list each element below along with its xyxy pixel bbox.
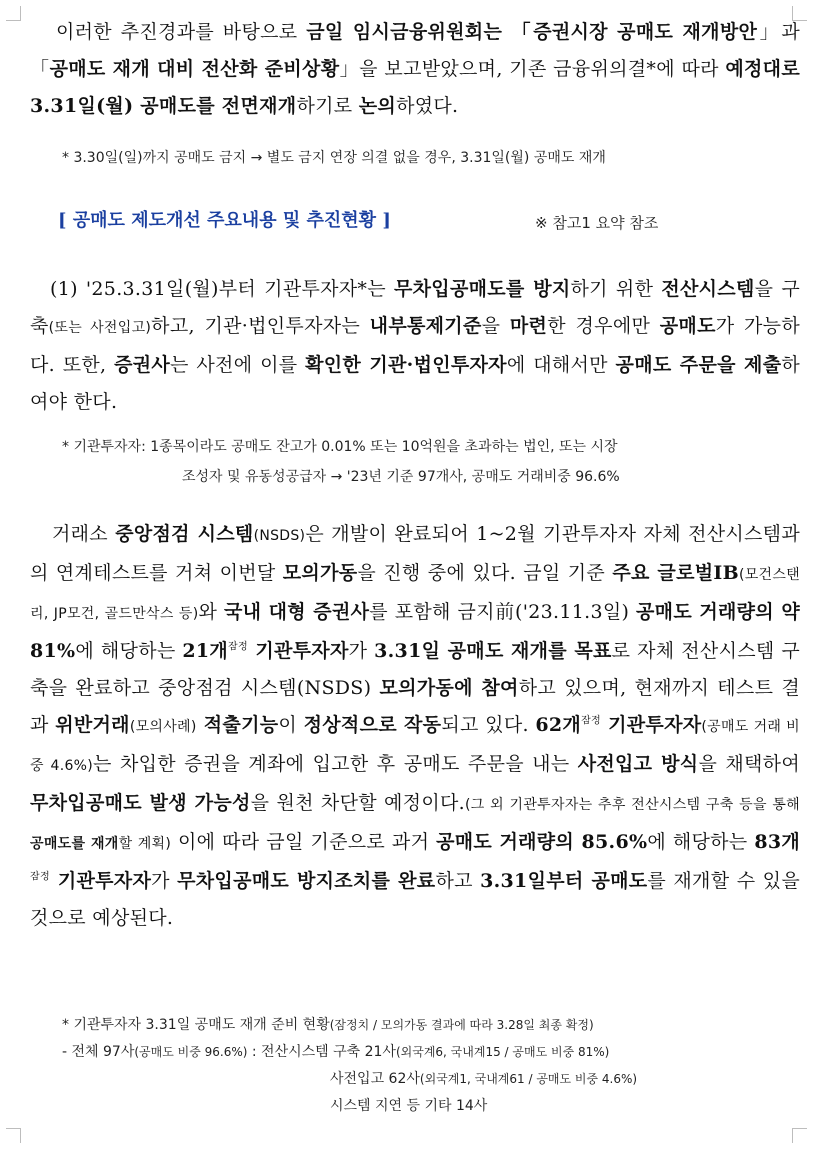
p1-bold: 확인한 기관·법인투자자	[305, 354, 507, 376]
p1-text: 을	[481, 315, 510, 337]
p2-small: (그 외 기관투자자는 추후 전산시스템 구축 등을 통해	[465, 797, 800, 813]
p2-bold: 무차입공매도 방지조치를 완료	[177, 870, 436, 892]
p1-bold: 공매도 주문을 제출	[615, 354, 782, 376]
p2-text: 을 채택하여	[698, 753, 800, 775]
p2-small-bold: 공매도를 재개	[30, 836, 119, 852]
footnote-line: 조성자 및 유동성공급자 → '23년 기준 97개사, 공매도 거래비중 96.6%	[182, 469, 620, 485]
provisional-superscript: 잠정	[30, 871, 50, 883]
status-line-3	[62, 1066, 802, 1093]
institutional-investor-footnote	[62, 432, 802, 492]
status-small: (잠정치 / 모의가동 결과에 따라 3.28일 최종 확정)	[329, 1018, 594, 1032]
p2-small: (NSDS)	[253, 528, 306, 544]
p2-text: 는 차입한 증권을 계좌에 입고한 후 공매도 주문을 내는	[93, 753, 578, 775]
crop-mark-bottom-left	[6, 1128, 21, 1143]
p2-bold: 3.31일 공매도 재개를 목표	[374, 640, 612, 662]
p2-bold: 공매도 거래량의 85.6%	[436, 831, 648, 853]
p1-small: (또는 사전입고)	[48, 320, 152, 336]
crop-mark-top-left	[6, 6, 21, 21]
p2-text: 를 포함해 금지前('23.11.3일)	[369, 601, 637, 623]
p2-bold: 기관투자자	[600, 714, 702, 736]
p2-text: 가	[151, 870, 178, 892]
p1-bold: 공매도	[659, 315, 716, 337]
section-reference-note: ※ 참고1 요약 참조	[535, 214, 659, 232]
intro-bold: 금일 임시금융위원회는 「증권시장 공매도 재개	[306, 21, 720, 43]
p2-bold: 사전입고 방식	[577, 753, 699, 775]
provisional-superscript: 잠정	[581, 715, 601, 727]
intro-bold: 논의	[358, 95, 397, 117]
p2-text: 하고 있으며, 현재까지 테스트 결과	[30, 677, 800, 736]
p2-text: 로 자체 전산시스템 구축을 완료하고 중앙점검 시스템(NSDS)	[30, 640, 801, 699]
p1-text: 을 구축	[30, 278, 801, 337]
p1-bold: 전산시스템	[661, 278, 755, 300]
intro-bold: 공매도 재개 대비 전산화 준비상황	[49, 58, 340, 80]
intro-paragraph	[30, 14, 800, 125]
p1-bold: 무차입공매도를 방지	[393, 278, 571, 300]
status-text: : 전산시스템 구축 21사	[247, 1044, 396, 1060]
status-text: * 기관투자자 3.31일 공매도 재개 준비 현황	[62, 1017, 330, 1033]
intro-text: 하기로	[296, 95, 359, 117]
intro-text: 」을 보고받았으며, 기존 금융위	[339, 58, 610, 80]
paragraph-2	[30, 516, 800, 937]
intro-bold: 예정대로 3.31일(월) 공매도를 전면재개	[30, 58, 800, 117]
p1-bold: 마련	[509, 315, 548, 337]
p2-bold: 모의가동	[282, 562, 358, 584]
p2-small: (모의사례)	[129, 719, 197, 735]
p2-bold: 모의가동에 참여	[379, 677, 519, 699]
status-text: - 전체 97사	[62, 1044, 135, 1060]
p2-bold: 기관투자자	[247, 640, 349, 662]
p2-bold: 3.31일부터 공매도	[480, 870, 648, 892]
section-heading: [ 공매도 제도개선 주요내용 및 추진현황 ]	[58, 210, 391, 231]
p2-small: (모건스탠리, JP모건, 골드만삭스 등)	[30, 567, 800, 622]
intro-footnote: * 3.30일(일)까지 공매도 금지 → 별도 금지 연장 의결 없을 경우, 3.31일(월) 공매도 재개	[62, 150, 606, 166]
paragraph-1	[30, 271, 800, 421]
intro-text: 」과 「	[30, 21, 800, 80]
p2-text: 하고	[435, 870, 481, 892]
p2-bold: 83개	[754, 831, 801, 853]
status-small: (공매도 비중 96.6%)	[134, 1045, 248, 1059]
intro-text: 의결*에 따라	[609, 58, 726, 80]
intro-text: 이러한 추진경과를 바탕으로	[56, 21, 307, 43]
p2-small: 할 계획)	[118, 836, 172, 852]
p2-text: 을 진행 중에 있다. 금일 기준	[357, 562, 613, 584]
footnote-line: * 기관투자자: 1종목이라도 공매도 잔고가 0.01% 또는 10억원을 초과하는 법인, 또는 시장	[62, 439, 618, 455]
p1-text: 한 경우에만	[547, 315, 660, 337]
p2-text: 이에 따라 금일 기준으로 과거	[171, 831, 437, 853]
status-line-4: 시스템 지연 등 기타 14사	[330, 1098, 488, 1114]
p2-bold: 정상적으로 작동	[303, 714, 442, 736]
p1-bold: 증권사	[114, 354, 171, 376]
p2-small: (공매도 거래 비중 4.6%)	[30, 719, 800, 774]
status-text: 사전입고 62사	[330, 1071, 420, 1087]
p1-text: 가 가능하다. 또한,	[30, 315, 800, 376]
intro-text: 하였다.	[396, 95, 459, 117]
p2-bold: 주요 글로벌IB	[612, 562, 739, 584]
intro-bold: 방안	[719, 21, 758, 43]
p1-text: 에 대해서만	[506, 354, 616, 376]
p2-bold: 무차입공매도 발생 가능성	[30, 792, 251, 814]
p2-text: 와	[198, 601, 224, 623]
p2-bold: 21개	[182, 640, 229, 662]
status-line-1	[62, 1012, 802, 1039]
provisional-superscript: 잠정	[228, 641, 248, 653]
p2-bold: 기관투자자	[49, 870, 152, 892]
crop-mark-bottom-right	[792, 1128, 807, 1143]
p2-text: 거래소	[52, 523, 116, 545]
p2-text: 를 재개할 수 있을 것으로 예상된다.	[30, 870, 800, 929]
p2-bold: 적출기능	[196, 714, 279, 736]
p2-text: 이	[278, 714, 304, 736]
p2-text: 은 개발이 완료되어 1~2월 기관투자자 자체 전산시스템과의 연계테스트를 거쳐 이번달	[30, 523, 800, 584]
p1-text: 하여야 한다.	[30, 354, 801, 413]
p2-text: 에 해당하는	[647, 831, 755, 853]
p2-bold: 62개	[535, 714, 582, 736]
status-small: (외국계6, 국내계15 / 공매도 비중 81%)	[395, 1045, 610, 1059]
p1-text: 하기 위한	[570, 278, 662, 300]
p2-text: 에 해당하는	[75, 640, 183, 662]
p2-text: 을 원천 차단할 예정이다.	[250, 792, 465, 814]
p1-text: 하고, 기관·법인투자자는	[151, 315, 370, 337]
p2-text: 되고 있다.	[441, 714, 536, 736]
p2-bold: 위반거래	[55, 714, 130, 736]
readiness-status-footnote	[62, 1012, 802, 1120]
p2-bold: 국내 대형 증권사	[223, 601, 370, 623]
p2-bold: 공매도 거래량의 약 81%	[30, 601, 800, 662]
p1-bold: 내부통제기준	[369, 315, 482, 337]
status-line-2	[62, 1039, 802, 1066]
status-small: (외국계1, 국내계61 / 공매도 비중 4.6%)	[419, 1072, 638, 1086]
p1-text: (1) '25.3.31일(월)부터 기관투자자*는	[50, 278, 394, 300]
p2-bold: 중앙점검 시스템	[115, 523, 254, 545]
p1-text: 는 사전에 이를	[170, 354, 306, 376]
p2-text: 가	[348, 640, 375, 662]
